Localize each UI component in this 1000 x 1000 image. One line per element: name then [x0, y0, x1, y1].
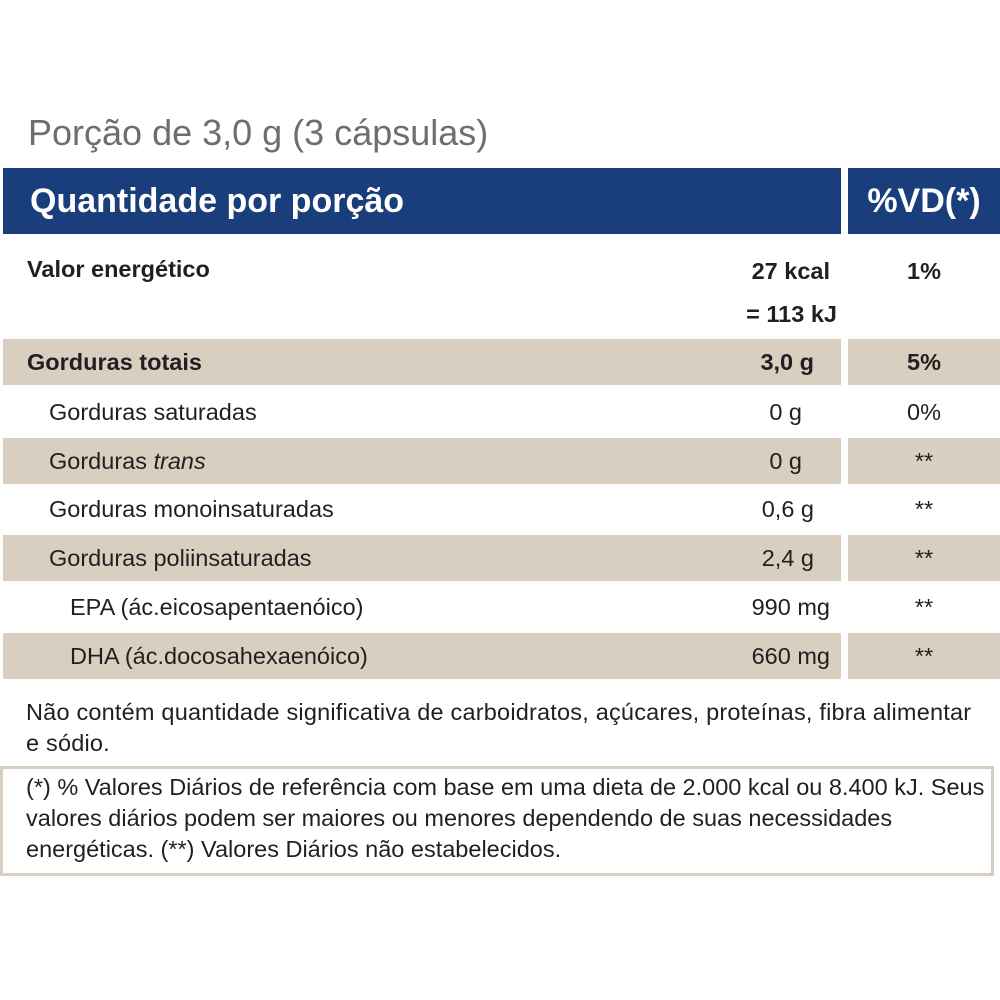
nutrient-vd: 5%: [907, 349, 941, 375]
nutrient-amount: 0,6 g: [761, 496, 814, 522]
nutrient-vd: **: [914, 496, 934, 522]
nutrient-amount: 0 g: [769, 399, 802, 425]
nutrient-label: Gorduras monoinsaturadas: [49, 496, 334, 522]
nutrient-vd: **: [914, 594, 934, 620]
nutrient-amount: 2,4 g: [761, 545, 814, 571]
nutrient-vd: **: [914, 448, 934, 474]
nutrient-vd: 0%: [907, 399, 941, 425]
nutrient-amount: 990 mg: [751, 594, 830, 620]
nutrient-label-prefix: Gorduras: [49, 448, 154, 474]
nutrient-label: DHA (ác.docosahexaenóico): [70, 643, 368, 669]
energy-vd: 1%: [907, 258, 941, 284]
header-quantity-label: Quantidade por porção: [30, 181, 405, 220]
footnote: (*) % Valores Diários de referência com base em uma dieta de 2.000 kcal ou 8.400 kJ. Seus valores diários podem ser maiores ou menores dependendo de suas necessidades energéticas. (**) Valores Diários não estabelecidos.: [26, 774, 985, 862]
energy-kcal: 27 kcal: [751, 258, 830, 284]
nutrient-row: [0, 633, 1000, 679]
nutrient-row-energy: [0, 246, 1000, 338]
nutrient-vd: **: [914, 643, 934, 669]
nutrient-row: [0, 438, 1000, 484]
nutrient-row: [0, 389, 1000, 435]
nutrient-label: Gorduras totais: [27, 349, 202, 375]
header-vd: %VD(*): [848, 168, 1000, 234]
energy-kj: = 113 kJ: [746, 301, 837, 327]
nutrient-label: Gorduras poliinsaturadas: [49, 545, 312, 571]
nutrient-label: Valor energético: [27, 256, 210, 282]
nutrient-row: [0, 339, 1000, 385]
nutrient-amount: 3,0 g: [760, 349, 814, 375]
not-significant-note: Não contém quantidade significativa de carboidratos, açúcares, proteínas, fibra alimentar e sódio.: [26, 699, 972, 756]
nutrient-label: EPA (ác.eicosapentaenóico): [70, 594, 364, 620]
nutrient-row: [0, 535, 1000, 581]
nutrient-label-italic: trans: [153, 448, 206, 474]
nutrient-row: [0, 584, 1000, 630]
nutrient-label: Gorduras saturadas: [49, 399, 257, 425]
header-quantity: [3, 168, 841, 234]
nutrient-vd: **: [914, 545, 934, 571]
nutrient-label: [49, 438, 206, 484]
nutrient-amount: 0 g: [769, 448, 802, 474]
nutrient-row: [0, 486, 1000, 532]
portion-size: Porção de 3,0 g (3 cápsulas): [28, 112, 489, 153]
nutrient-amount: 660 mg: [751, 643, 830, 669]
